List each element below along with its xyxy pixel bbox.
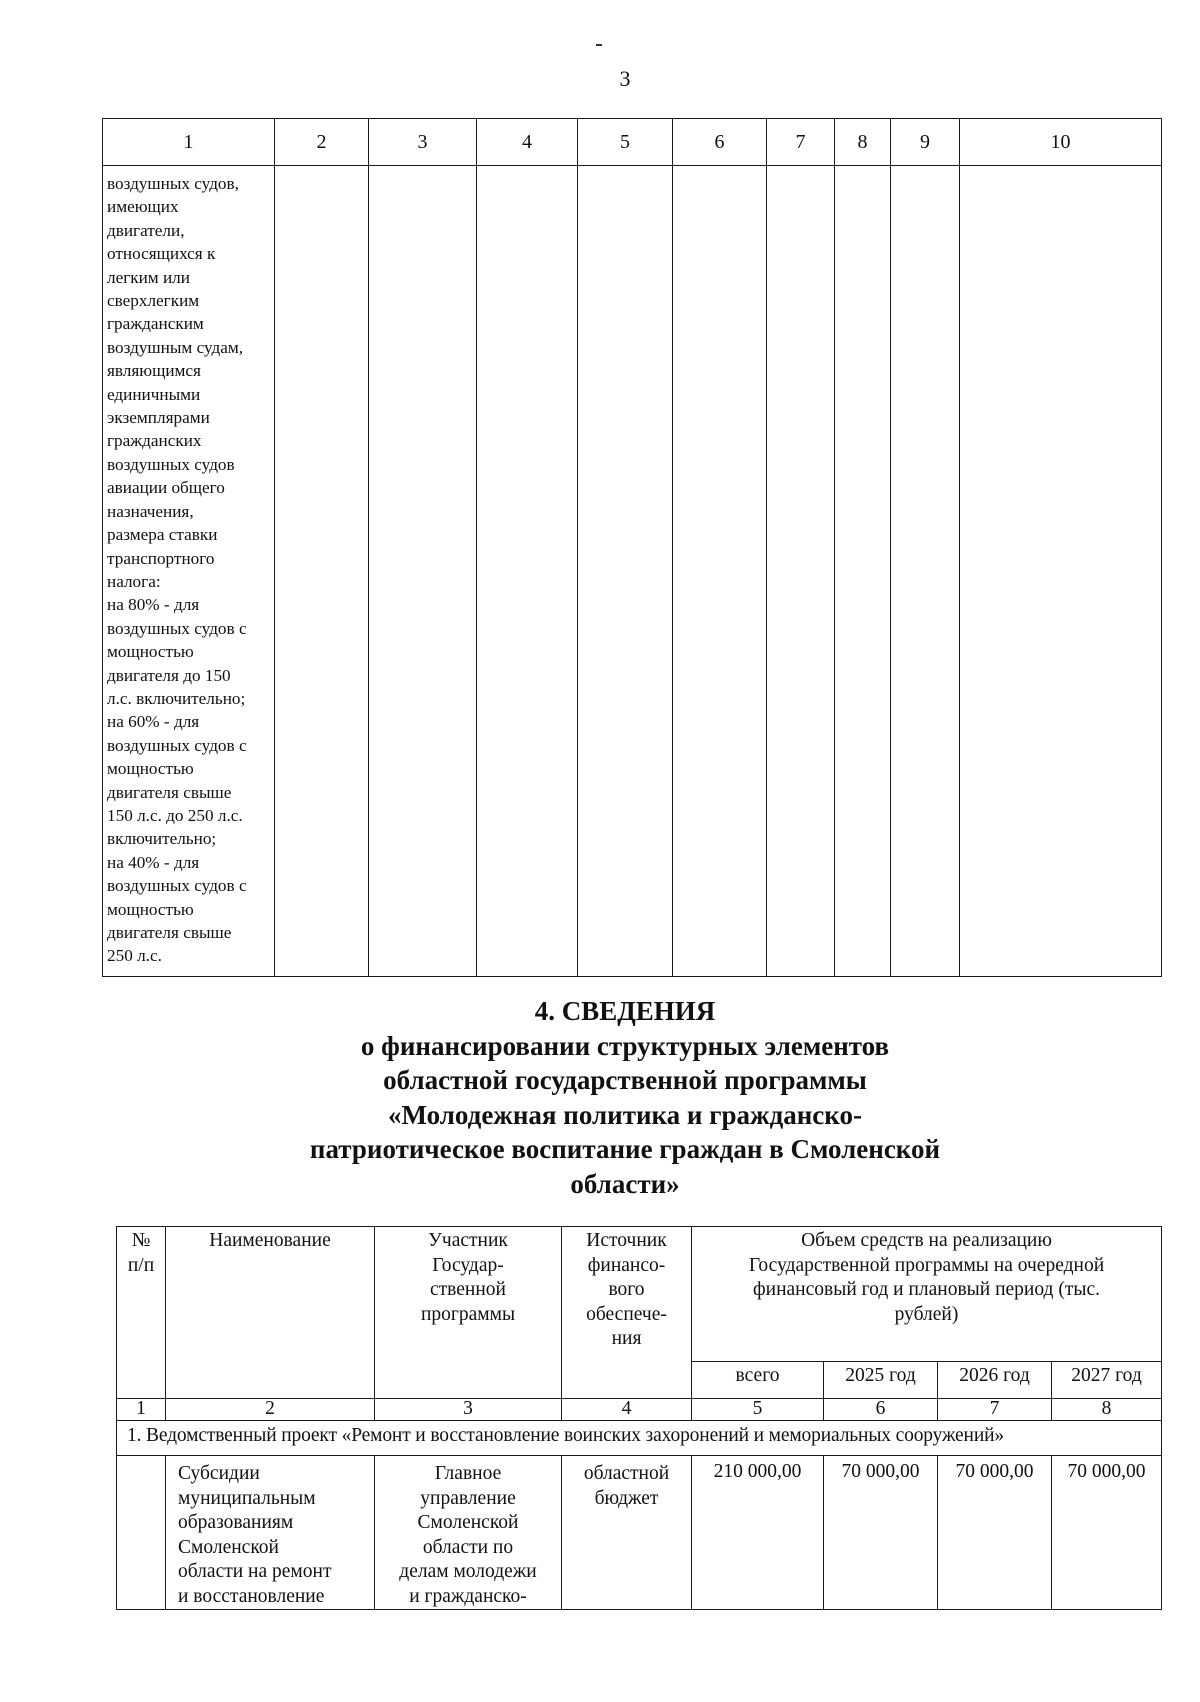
table1-col-number: 10 (960, 119, 1162, 166)
description-line: назначения, (107, 501, 194, 521)
header-volume: Объем средств на реализацию Государственной программы на очередной финансовый год и плановый период (тыс. рублей) (692, 1227, 1162, 1362)
table2-header-row (117, 1227, 1162, 1362)
table1-col-number: 6 (673, 119, 767, 166)
financing-table (116, 1226, 1162, 1610)
description-line: воздушных судов с (107, 618, 247, 638)
description-line: воздушных судов (107, 454, 235, 474)
table1-body-row (103, 166, 1162, 977)
heading-line: «Молодежная политика и гражданско- (388, 1099, 862, 1130)
description-line: двигателя свыше (107, 782, 232, 802)
table2-col-number: 7 (938, 1399, 1052, 1421)
table2-col-number: 6 (824, 1399, 938, 1421)
description-line: на 80% - для (107, 595, 200, 615)
table2-col-number: 5 (692, 1399, 824, 1421)
heading-line: 4. СВЕДЕНИЯ (534, 996, 716, 1026)
table2-col-number: 8 (1052, 1399, 1162, 1421)
header-2027: 2027 год (1052, 1362, 1162, 1399)
table1-empty-cell (275, 166, 369, 977)
tax-rate-description-text (107, 172, 270, 968)
project-title: 1. Ведомственный проект «Ремонт и восстановление воинских захоронений и мемориальных сооружений» (117, 1421, 1162, 1456)
row-2027-cell: 70 000,00 (1052, 1456, 1162, 1610)
description-line: мощностью (107, 899, 194, 919)
row-name-cell: Субсидии муниципальным образованиям Смоленской области на ремонт и восстановление (166, 1456, 375, 1610)
table1-col-number: 7 (767, 119, 835, 166)
description-line: мощностью (107, 759, 194, 779)
table1-col-number: 5 (578, 119, 673, 166)
table2-col-number: 1 (117, 1399, 166, 1421)
table1-empty-cell (767, 166, 835, 977)
description-line: экземплярами (107, 408, 210, 428)
table1-empty-cell (673, 166, 767, 977)
description-line: являющимся (107, 361, 201, 381)
description-line: 150 л.с. до 250 л.с. (107, 805, 243, 825)
table1-col-number: 2 (275, 119, 369, 166)
description-line: воздушных судов с (107, 876, 247, 896)
table1-col-number: 3 (369, 119, 477, 166)
page-number: 3 (619, 66, 631, 91)
description-line: налога: (107, 571, 161, 591)
header-2025: 2025 год (824, 1362, 938, 1399)
description-line: воздушных судов, (107, 174, 239, 193)
row-participant-cell: Главное управление Смоленской области по делам молодежи и гражданско- (375, 1456, 562, 1610)
row-2025-cell: 70 000,00 (824, 1456, 938, 1610)
description-line: 250 л.с. (107, 946, 162, 966)
table2-col-number: 4 (562, 1399, 692, 1421)
description-line: единичными (107, 384, 201, 404)
description-line: воздушным судам, (107, 337, 244, 357)
header-source: Источник финансо- вого обеспече- ния (562, 1227, 692, 1399)
row-source-cell: областной бюджет (562, 1456, 692, 1610)
header-total: всего (692, 1362, 824, 1399)
description-line: гражданским (107, 314, 204, 334)
table1-empty-cell (835, 166, 891, 977)
description-line: двигатели, (107, 220, 185, 240)
table2-column-number-row (117, 1399, 1162, 1421)
project-title-row (117, 1421, 1162, 1456)
row-total-cell: 210 000,00 (692, 1456, 824, 1610)
header-participant: Участник Государ- ственной программы (375, 1227, 562, 1399)
heading-line: о финансировании структурных элементов (360, 1030, 890, 1061)
description-line: мощностью (107, 642, 194, 662)
header-name: Наименование (166, 1227, 375, 1399)
section-4-heading (0, 994, 1200, 1201)
table1-col-number: 9 (891, 119, 960, 166)
row-2026-cell: 70 000,00 (938, 1456, 1052, 1610)
table1-empty-cell (891, 166, 960, 977)
tax-rate-description-cell (103, 166, 275, 977)
table1-empty-cell (578, 166, 673, 977)
heading-line: патриотическое воспитание граждан в Смоленской (309, 1134, 941, 1164)
table1-empty-cell (960, 166, 1162, 977)
table1-column-number-row (103, 119, 1162, 166)
description-line: воздушных судов с (107, 735, 247, 755)
continuation-table (102, 118, 1162, 977)
description-line: двигателя свыше (107, 923, 232, 942)
description-line: включительно; (107, 829, 217, 849)
description-line: сверхлегким (107, 291, 200, 311)
description-line: л.с. включительно; (107, 688, 246, 708)
description-line: на 40% - для (107, 852, 200, 872)
description-line: авиации общего (107, 478, 225, 498)
table2-col-number: 2 (166, 1399, 375, 1421)
heading-line: области» (570, 1168, 680, 1199)
heading-line: областной государственной программы (383, 1065, 867, 1095)
table1-col-number: 4 (477, 119, 578, 166)
table1-empty-cell (477, 166, 578, 977)
description-line: транспортного (107, 548, 215, 568)
description-line: двигателя до 150 (107, 665, 231, 685)
table-row (117, 1456, 1162, 1610)
row-num-cell (117, 1456, 166, 1610)
description-line: легким или (107, 267, 190, 287)
table1-empty-cell (369, 166, 477, 977)
table2-col-number: 3 (375, 1399, 562, 1421)
header-2026: 2026 год (938, 1362, 1052, 1399)
table1-col-number: 1 (103, 119, 275, 166)
description-line: относящихся к (107, 244, 216, 264)
description-line: размера ставки (107, 525, 218, 545)
table1-col-number: 8 (835, 119, 891, 166)
description-line: гражданских (107, 431, 202, 451)
page-dash-mark (596, 44, 602, 46)
header-num: № п/п (117, 1227, 166, 1399)
description-line: имеющих (107, 197, 179, 217)
description-line: на 60% - для (107, 712, 200, 732)
